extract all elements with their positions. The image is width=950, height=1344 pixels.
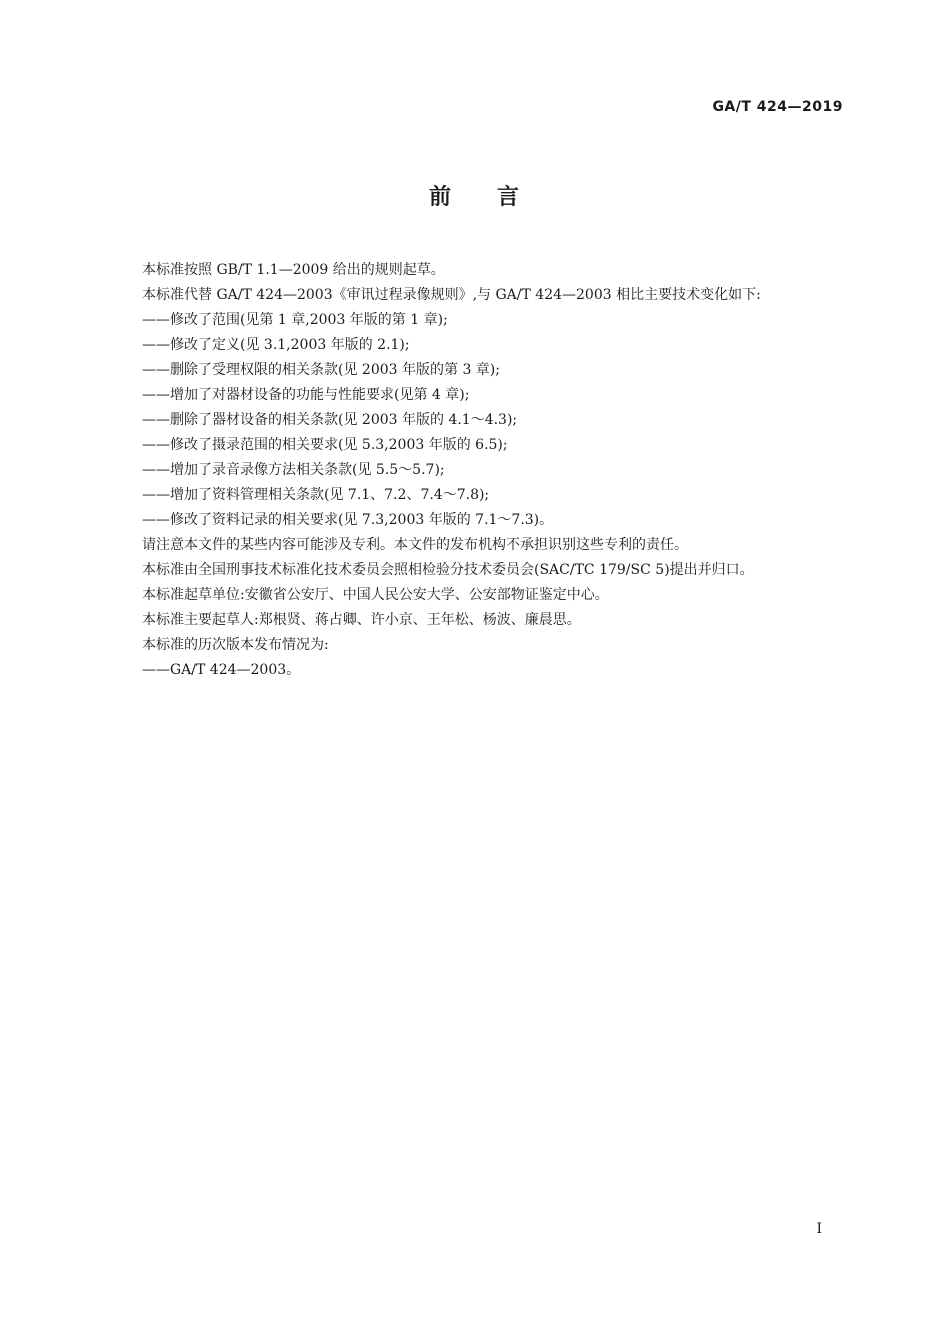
history-item: ——GA/T 424—2003。 xyxy=(142,662,301,678)
title-part-2: 言 xyxy=(497,185,522,210)
change-item: ——修改了范围(见第 1 章,2003 年版的第 1 章); xyxy=(142,312,448,328)
standard-code: GA/T 424—2019 xyxy=(712,99,843,115)
change-item: ——删除了器材设备的相关条款(见 2003 年版的 4.1～4.3); xyxy=(142,412,518,428)
title-part-1: 前 xyxy=(428,185,453,210)
paragraph-drafting-rules: 本标准按照 GB/T 1.1—2009 给出的规则起草。 xyxy=(142,262,445,278)
page-title xyxy=(0,180,950,211)
paragraph-proposer: 本标准由全国刑事技术标准化技术委员会照相检验分技术委员会(SAC/TC 179/SC 5)提出并归口。 xyxy=(142,562,754,578)
paragraph-patent-notice: 请注意本文件的某些内容可能涉及专利。本文件的发布机构不承担识别这些专利的责任。 xyxy=(142,537,688,553)
change-item: ——删除了受理权限的相关条款(见 2003 年版的第 3 章); xyxy=(142,362,500,378)
paragraph-history-intro: 本标准的历次版本发布情况为: xyxy=(142,637,329,653)
change-item: ——增加了对器材设备的功能与性能要求(见第 4 章); xyxy=(142,387,470,403)
document-body xyxy=(108,258,844,683)
paragraph-drafting-units: 本标准起草单位:安徽省公安厅、中国人民公安大学、公安部物证鉴定中心。 xyxy=(142,587,609,603)
page-number: I xyxy=(816,1221,822,1237)
change-item: ——增加了录音录像方法相关条款(见 5.5～5.7); xyxy=(142,462,445,478)
change-item: ——修改了定义(见 3.1,2003 年版的 2.1); xyxy=(142,337,410,353)
paragraph-replacement: 本标准代替 GA/T 424—2003《审讯过程录像规则》,与 GA/T 424—2003 相比主要技术变化如下: xyxy=(142,287,761,303)
change-item: ——修改了摄录范围的相关要求(见 5.3,2003 年版的 6.5); xyxy=(142,437,508,453)
paragraph-drafters: 本标准主要起草人:郑根贤、蒋占卿、许小京、王年松、杨波、廉晨思。 xyxy=(142,612,581,628)
change-item: ——修改了资料记录的相关要求(见 7.3,2003 年版的 7.1～7.3)。 xyxy=(142,512,554,528)
change-item: ——增加了资料管理相关条款(见 7.1、7.2、7.4～7.8); xyxy=(142,487,490,503)
